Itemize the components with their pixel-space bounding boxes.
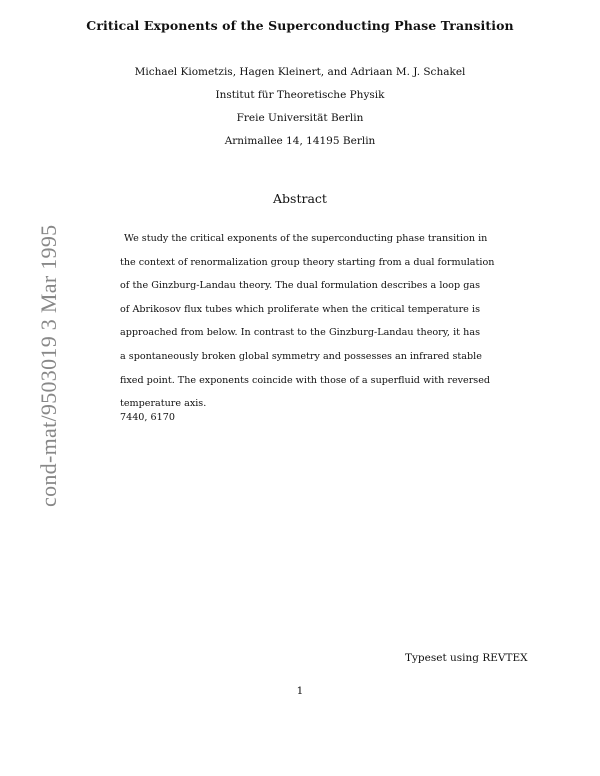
author-list: Michael Kiometzis, Hagen Kleinert, and Adriaan M. J. Schakel — [134, 66, 466, 78]
abstract-line: temperature axis. — [120, 398, 207, 410]
pacs-codes: 7440, 6170 — [120, 412, 175, 423]
abstract-line: of the Ginzburg-Landau theory. The dual formulation describes a loop gas — [120, 280, 480, 292]
abstract-line: a spontaneously broken global symmetry and possesses an infrared stable — [120, 350, 482, 362]
paper-title: Critical Exponents of the Superconducting Phase Transition — [86, 18, 514, 33]
abstract-line: of Abrikosov flux tubes which proliferate when the critical temperature is — [120, 303, 480, 315]
affiliation-institute: Institut für Theoretische Physik — [215, 89, 385, 101]
page-number: 1 — [296, 685, 304, 697]
abstract-heading: Abstract — [273, 191, 327, 206]
arxiv-stamp: cond-mat/9503019 3 Mar 1995 — [36, 224, 61, 507]
typeset-note: Typeset using REVTEX — [405, 652, 528, 664]
abstract-line: approached from below. In contrast to the Ginzburg-Landau theory, it has — [120, 327, 480, 339]
abstract-line: the context of renormalization group theory starting from a dual formulation — [120, 256, 495, 268]
abstract-line: fixed point. The exponents coincide with those of a superfluid with reversed — [120, 374, 491, 386]
affiliation-address: Arnimallee 14, 14195 Berlin — [224, 135, 376, 147]
abstract-body — [120, 227, 495, 416]
affiliation-university: Freie Universität Berlin — [236, 112, 364, 124]
abstract-line: We study the critical exponents of the superconducting phase transition in — [124, 233, 488, 244]
